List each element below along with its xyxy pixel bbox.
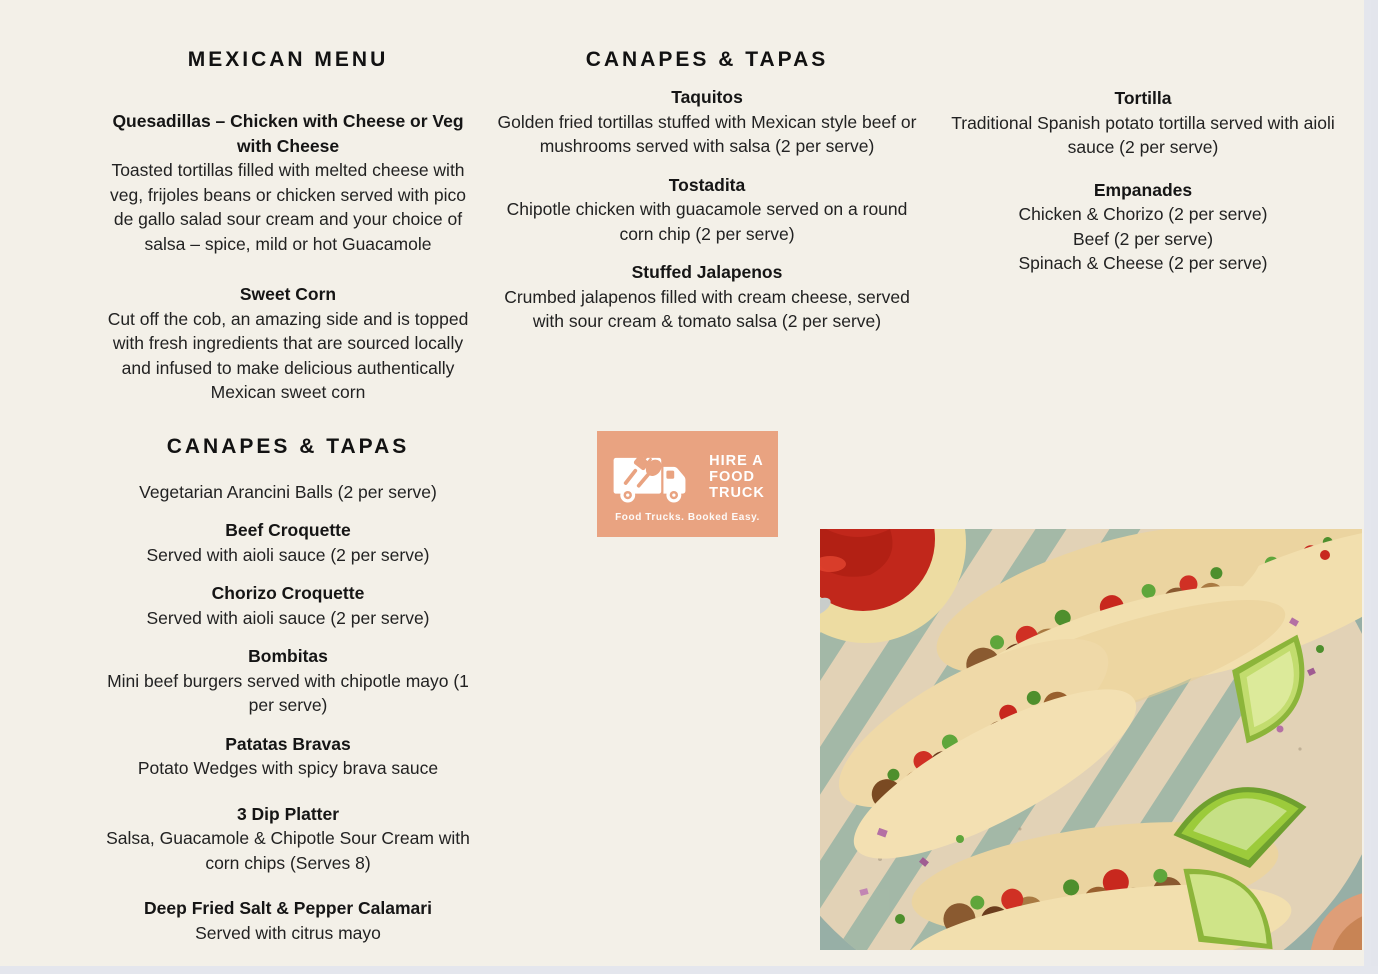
item-title: Patatas Bravas (225, 733, 351, 754)
item-description: Golden fried tortillas stuffed with Mexican style beef or mushrooms served with salsa (2 per serve) (497, 111, 917, 156)
item-description: Salsa, Guacamole & Chipotle Sour Cream with corn chips (Serves 8) (106, 828, 470, 873)
menu-item-stuffed-jalapenos (497, 260, 917, 334)
wheel-icon (620, 488, 635, 503)
window-edge-bottom (0, 966, 1378, 974)
item-title: Taquitos (671, 87, 743, 107)
menu-item-tortilla (939, 86, 1347, 160)
logo-tagline: Food Trucks. Booked Easy. (615, 512, 760, 523)
page-title: MEXICAN MENU (187, 48, 389, 71)
item-title: Tortilla (1114, 88, 1172, 108)
item-title: 3 Dip Platter (236, 803, 340, 824)
middle-column (497, 48, 917, 348)
hire-a-food-truck-logo (597, 431, 778, 537)
item-description: Traditional Spanish potato tortilla served with aioli sauce (2 per serve) (951, 112, 1335, 157)
section-heading-canapes-tapas: CANAPES & TAPAS (585, 48, 829, 71)
tacos-photo (820, 529, 1362, 950)
logo-wordmark (709, 454, 765, 502)
logo-line3: TRUCK (709, 484, 765, 501)
menu-item-calamari (99, 896, 477, 945)
item-description: Crumbed jalapenos filled with cream cheese, served with sour cream & tomato salsa (2 per serve) (504, 286, 910, 331)
logo-row (610, 449, 765, 507)
item-title: Empanades (1093, 179, 1193, 200)
item-title: Quesadillas – Chicken with Cheese or Veg with Cheese (112, 111, 464, 156)
item-description: Cut off the cob, an amazing side and is topped with fresh ingredients that are sourced locally and infused to make delicious authentically Mexican sweet corn (107, 308, 469, 402)
item-description: Mini beef burgers served with chipotle mayo (1 per serve) (107, 670, 469, 715)
menu-item-chorizo-croquette (99, 581, 477, 630)
wheel-icon (667, 488, 682, 503)
logo-line1: HIRE A (709, 453, 764, 470)
menu-item-3-dip-platter (99, 802, 477, 876)
item-variant: Spinach & Cheese (2 per serve) (1018, 253, 1268, 273)
item-title: Beef Croquette (225, 520, 351, 540)
item-description: Served with citrus mayo (195, 922, 381, 943)
item-title: Deep Fried Salt & Pepper Calamari (144, 898, 432, 918)
item-title: Stuffed Jalapenos (631, 262, 783, 282)
right-column (939, 86, 1347, 290)
menu-item-empanades (939, 178, 1347, 276)
item-description: Served with aioli sauce (2 per serve) (146, 544, 430, 565)
food-truck-icon (610, 449, 702, 507)
item-description: Served with aioli sauce (2 per serve) (146, 607, 430, 628)
logo-line2: FOOD (709, 469, 756, 486)
left-column (99, 48, 477, 959)
item-title: Sweet Corn (239, 284, 337, 304)
item-variant: Chicken & Chorizo (2 per serve) (1018, 204, 1268, 224)
item-description: Chipotle chicken with guacamole served on a round corn chip (2 per serve) (506, 199, 908, 244)
item-title: Tostadita (668, 174, 746, 195)
item-title: Chorizo Croquette (211, 583, 365, 603)
item-variant: Beef (2 per serve) (1072, 228, 1214, 249)
menu-item-bombitas (99, 644, 477, 718)
item-description: Vegetarian Arancini Balls (2 per serve) (139, 481, 437, 502)
item-description: Potato Wedges with spicy brava sauce (137, 758, 439, 778)
menu-item-arancini (99, 480, 477, 505)
menu-item-quesadillas (99, 109, 477, 256)
item-title: Bombitas (248, 646, 328, 666)
menu-item-beef-croquette (99, 518, 477, 567)
menu-item-tostadita (497, 173, 917, 247)
item-description: Toasted tortillas filled with melted cheese with veg, frijoles beans or chicken served with pico de gallo salad sour cream and your choice of salsa – spice, mild or hot Guacamole (109, 160, 466, 254)
menu-item-sweet-corn (99, 282, 477, 405)
menu-item-taquitos (497, 85, 917, 159)
section-heading-canapes-tapas: CANAPES & TAPAS (166, 434, 410, 458)
menu-item-patatas-bravas (99, 732, 477, 781)
window-edge-right (1364, 0, 1371, 966)
